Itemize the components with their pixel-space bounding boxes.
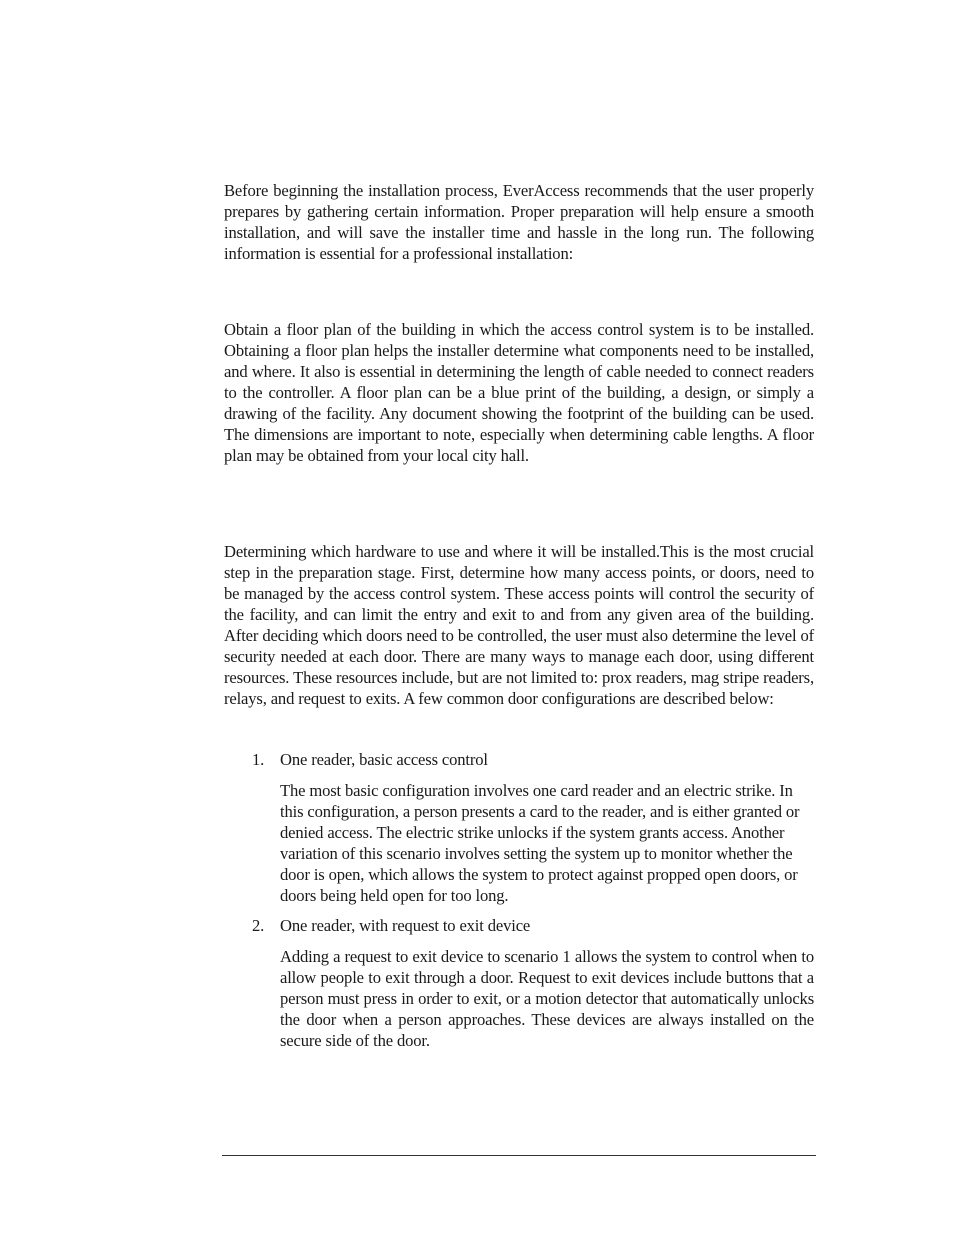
footer-divider <box>222 1155 816 1156</box>
floor-plan-paragraph: Obtain a floor plan of the building in which the access control system is to be installed. Obtaining a floor plan helps the installer determine what components need to be installed, and where. It also is essential in determining the length of cable needed to connect readers to the controller. A floor plan can be a blue print of the building, a design, or simply a drawing of the facility. Any document showing the footprint of the building can be used. The dimensions are important to note, especially when determining cable lengths. A floor plan may be obtained from your local city hall. <box>224 320 814 465</box>
intro-paragraph: Before beginning the installation process, EverAccess recommends that the user properly prepares by gathering certain information. Proper preparation will help ensure a smooth installation, and will save the installer time and hassle in the long run. The following information is essential for a professional installation: <box>224 181 814 263</box>
list-item-number: 1. <box>252 750 265 769</box>
list-item-title: One reader, with request to exit device <box>280 916 531 935</box>
list-item-description: Adding a request to exit device to scenario 1 allows the system to control when to allow people to exit through a door. Request to exit devices include buttons that a person must press in order to exit, or a motion detector that automatically unlocks the door when a person approaches. These devices are always installed on the secure side of the door. <box>280 947 814 1050</box>
list-item <box>252 915 814 1051</box>
hardware-paragraph: Determining which hardware to use and where it will be installed.This is the most crucial step in the preparation stage. First, determine how many access points, or doors, need to be managed by the access control system. These access points will control the security of the facility, and can limit the entry and exit to and from any given area of the building. After deciding which doors need to be controlled, the user must also determine the level of security needed at each door. There are many ways to manage each door, using different resources. These resources include, but are not limited to: prox readers, mag stripe readers, relays, and request to exits. A few common door configurations are described below: <box>224 542 814 708</box>
list-item-number: 2. <box>252 916 265 935</box>
list-item <box>252 749 814 906</box>
list-item-title: One reader, basic access control <box>280 750 488 769</box>
list-item-description: The most basic configuration involves one card reader and an electric strike. In this configuration, a person presents a card to the reader, and is either granted or denied access. The electric strike unlocks if the system grants access. Another variation of this scenario involves setting the system up to monitor whether the door is open, which allows the system to protect against propped open doors, or doors being held open for too long. <box>280 781 800 905</box>
door-configuration-list <box>252 749 814 1051</box>
